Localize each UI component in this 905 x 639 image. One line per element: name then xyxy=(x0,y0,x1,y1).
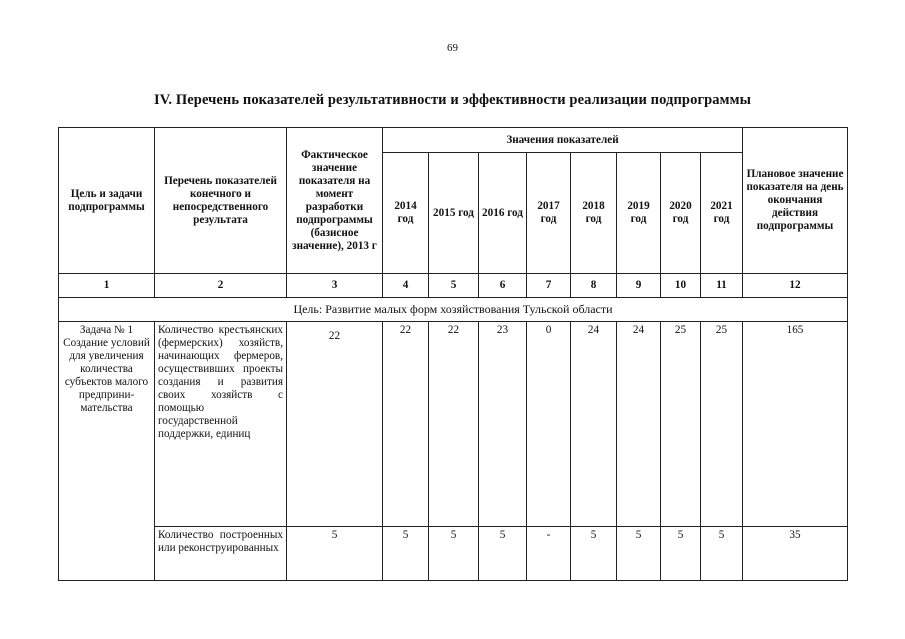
planned-cell: 35 xyxy=(743,527,848,581)
column-number: 9 xyxy=(617,274,661,298)
column-number: 12 xyxy=(743,274,848,298)
value-cell: - xyxy=(527,527,571,581)
header-year: 2015 год xyxy=(429,153,479,274)
column-number: 8 xyxy=(571,274,617,298)
section-title: IV. Перечень показателей результативности и эффективности реализации подпрограммы xyxy=(153,92,752,108)
indicators-table xyxy=(58,127,848,581)
value-cell: 5 xyxy=(617,527,661,581)
indicator-cell: Количество построенных или реконструированных xyxy=(155,527,287,581)
value-cell: 5 xyxy=(383,527,429,581)
column-number-row xyxy=(59,274,848,298)
value-cell: 23 xyxy=(479,322,527,527)
header-indicators: Перечень показателей конечного и непосредственного результата xyxy=(155,128,287,274)
column-number: 6 xyxy=(479,274,527,298)
column-number: 1 xyxy=(59,274,155,298)
value-cell: 5 xyxy=(479,527,527,581)
header-year: 2019 год xyxy=(617,153,661,274)
table-row xyxy=(59,322,848,527)
header-year: 2017 год xyxy=(527,153,571,274)
header-year: 2020 год xyxy=(661,153,701,274)
table-row xyxy=(59,527,848,581)
header-goal-tasks: Цель и задачи подпрограммы xyxy=(59,128,155,274)
value-cell: 24 xyxy=(571,322,617,527)
value-cell: 5 xyxy=(429,527,479,581)
column-number: 11 xyxy=(701,274,743,298)
goal-row: Цель: Развитие малых форм хозяйствования Тульской области xyxy=(59,298,848,322)
column-number: 5 xyxy=(429,274,479,298)
value-cell: 5 xyxy=(661,527,701,581)
column-number: 10 xyxy=(661,274,701,298)
header-year: 2014 год xyxy=(383,153,429,274)
task-cell: Задача № 1 Создание условий для увеличения количества субъектов малого предприни-мательства xyxy=(59,322,155,581)
value-cell: 25 xyxy=(701,322,743,527)
header-year: 2016 год xyxy=(479,153,527,274)
header-values-group: Значения показателей xyxy=(383,128,743,153)
column-number: 2 xyxy=(155,274,287,298)
column-number: 3 xyxy=(287,274,383,298)
value-cell: 25 xyxy=(661,322,701,527)
planned-cell: 165 xyxy=(743,322,848,527)
header-year: 2021 год xyxy=(701,153,743,274)
column-number: 7 xyxy=(527,274,571,298)
header-baseline: Фактическое значение показателя на момент разработки подпрограммы (базисное значение), 2013 г xyxy=(287,128,383,274)
header-year: 2018 год xyxy=(571,153,617,274)
page-number: 69 xyxy=(447,42,458,54)
header-planned: Плановое значение показателя на день окончания действия подпрограммы xyxy=(743,128,848,274)
column-number: 4 xyxy=(383,274,429,298)
value-cell: 0 xyxy=(527,322,571,527)
value-cell: 22 xyxy=(383,322,429,527)
value-cell: 5 xyxy=(571,527,617,581)
indicator-cell: Количество крестьянских (фермерских) хозяйств, начинающих фермеров, осуществивших проекты создания и развития своих хозяйств с помощью государственной поддержки, единиц xyxy=(155,322,287,527)
baseline-cell: 5 xyxy=(287,527,383,581)
value-cell: 5 xyxy=(701,527,743,581)
value-cell: 24 xyxy=(617,322,661,527)
baseline-cell: 22 xyxy=(287,322,383,527)
value-cell: 22 xyxy=(429,322,479,527)
